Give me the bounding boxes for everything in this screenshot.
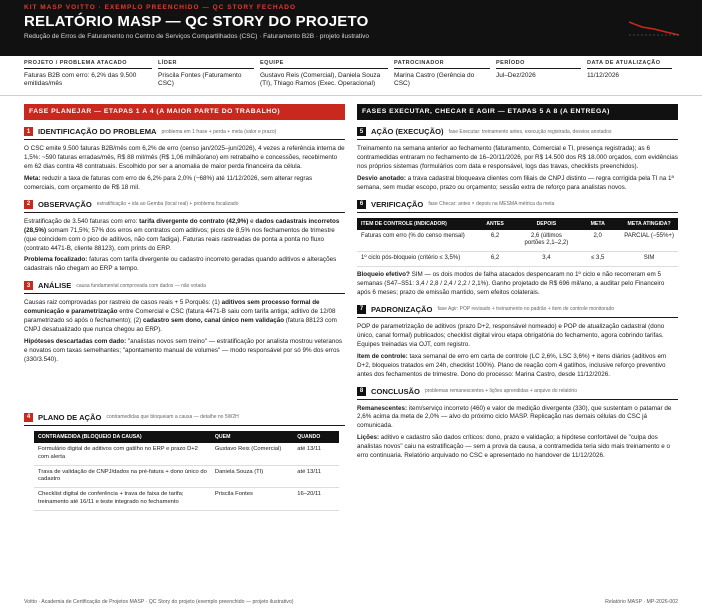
step-number: 6: [357, 200, 366, 209]
report-subtitle: Redução de Erros de Faturamento no Centro de Serviços Compartilhados (CSC) · Faturamento B2B · projeto ilustrativo: [24, 33, 370, 40]
section-identification: [24, 127, 345, 193]
step-number: 5: [357, 127, 366, 136]
section-execution: [357, 127, 678, 193]
section-note: estratificação + ida ao Gemba (local real) + problema focalizado: [96, 201, 239, 208]
meta-leader: LÍDER Priscila Fontes (Faturamento CSC): [158, 56, 260, 95]
meta-period: PERÍODO Jul–Dez/2026: [496, 56, 587, 95]
control-item: Item de controle: taxa semanal de erro em carta de controle (LC 2,6%, LSC 3,6%) + itens diários (aditivos em D+2, bloqueios tratados em 24h, checklist 100%). Plano de reação com 4 gatilhos, inclusive reforço preventivo antes dos fechamentos de trimestre. Dono do processo: Marina Castro, desde 11/12/2026.: [357, 352, 667, 378]
column-header: ANTES: [473, 218, 518, 230]
section-title: PADRONIZAÇÃO: [371, 304, 433, 314]
section-standardization: [357, 305, 678, 380]
section-note: fase Executar: treinamento antes, execução registrada, desvios anotados: [448, 128, 612, 135]
verification-table: [357, 218, 678, 267]
footer-left: Voitto · Academia de Certificação de Projetos MASP · QC Story do projeto (exemplo preenchido — projeto ilustrativo): [24, 599, 294, 605]
effective-block: Bloqueio efetivo? SIM — os dois modos de falha atacados despencaram no 1º ciclo e não recorreram em 5 semanas (S47–S51: 3,4 / 2,8 / 2,4 / 2,2 / 2,1%). Ganho projetado de R$ 696 mil/ano, a auditar pelo Financeiro após 6 meses; prazo de emissão mantido, sem efeitos colaterais.: [357, 271, 665, 296]
section-text: O CSC emite 9.500 faturas B2B/mês com 6,2% de erro (censo jan/2025–jun/2026), 4 vezes a referência interna de 1,5%: ~590 faturas erradas/mês, R$ 88 mil/mês (R$ 1,06 milhão/ano) em retrabalho e concessões, recebimento em 62 dias contra 48 contratuais. Escolhido por ser a anomalia de maior perda financeira da célula.: [24, 145, 345, 170]
lessons-learned: Lições: aditivo e cadastro são dados críticos: dono, prazo e validação; a hipótese confortável de "culpa dos analistas novos" caiu na estratificação — sem a prova da causa, a contramedida teria sido mais treinamento e o erro continuaria. Relatório arquivado no CSC e apresentado no handover de 11/12/2026.: [357, 434, 671, 460]
column-header: META: [575, 218, 620, 230]
phase-plan-bar: FASE PLANEJAR — ETAPAS 1 A 4 (A MAIOR PARTE DO TRABALHO): [24, 104, 345, 120]
report-title: RELATÓRIO MASP — QC STORY DO PROJETO: [24, 13, 369, 30]
section-title: IDENTIFICAÇÃO DO PROBLEMA: [38, 127, 157, 136]
step-number: 3: [24, 281, 33, 290]
section-text: Estratificação de 3.540 faturas com erro: tarifa divergente do contrato (42,9%) e dados cadastrais incorretos (28,5%) somam 71,5%; 57% dos erros em contratos com aditivos; picos de 8,5% nos fechamentos de trimestre (que coincidem com o pico de aditivos, não com fadiga). Faturas reais rastreadas de ponta a ponta no fluxo (contrato 4471-B, cliente 88123), com prints do ERP.: [24, 217, 340, 252]
section-analysis: [24, 281, 345, 365]
column-header: QUANDO: [293, 431, 339, 443]
column-header: META ATINGIDA?: [620, 218, 678, 230]
section-note: fase Checar: antes × depois na MESMA métrica da meta: [428, 201, 555, 208]
section-text: Treinamento na semana anterior ao fechamento (faturamento, Comercial e TI, presença registrada); as 6 contramedidas entraram no fechamento de 16–20/11/2026, por R$ 14.500 dos R$ 18.000 orçados, com evidências nos próprios sistemas (formulários com data e responsável, logs das travas, checklists preenchidos).: [357, 145, 678, 170]
column-header: ITEM DE CONTROLE (INDICADOR): [357, 218, 473, 230]
column-header: DEPOIS: [517, 218, 575, 230]
table-row: Faturas com erro (% do censo mensal) 6,2 2,6 (últimos portões 2,1–2,2) 2,0 PARCIAL (−55%+): [357, 230, 678, 252]
section-text: Causas raiz comprovadas por rastreio de casos reais + 5 Porquês: (1) aditivos sem processo formal de comunicação e parametrização entre Comercial e CSC (fatura 4471-B saiu com tarifa antiga; aditivo de 12/08 parametrizado só após o fechamento); (2) cadastro sem dono, canal único nem validação (fatura 88123 com CNPJ desatualizado que nunca chegou ao ERP).: [24, 299, 337, 334]
trend-down-icon: [628, 20, 680, 38]
section-title: CONCLUSÃO: [371, 386, 420, 396]
execute-phase-column: [357, 104, 678, 511]
section-title: PLANO DE AÇÃO: [38, 412, 102, 422]
phase-execute-bar: FASES EXECUTAR, CHECAR E AGIR — ETAPAS 5 A 8 (A ENTREGA): [357, 104, 678, 120]
section-verification: [357, 200, 678, 298]
section-note: problema em 1 frase + perda + meta (valor e prazo): [161, 128, 277, 135]
column-header: QUEM: [211, 431, 293, 443]
section-action-plan: [24, 413, 345, 511]
focused-problem: Problema focalizado: faturas com tarifa divergente ou cadastro incorreto geradas quando aditivos e alterações cadastrais não chegam ao ERP a tempo.: [24, 256, 337, 273]
step-number: 4: [24, 413, 33, 422]
section-goal: Meta: reduzir a taxa de faturas com erro de 6,2% para 2,0% (−68%) até 11/12/2026, sem alterar regras comerciais, com orçamento de R$ 18 mil.: [24, 174, 313, 191]
meta-update-date: DATA DE ATUALIZAÇÃO 11/12/2026: [587, 56, 678, 95]
section-title: OBSERVAÇÃO: [38, 199, 92, 209]
section-title: AÇÃO (EXECUÇÃO): [371, 127, 444, 136]
discarded-hypotheses: Hipóteses descartadas com dado: "analistas novos sem treino" — estratificação por analista mostrou veteranos e novatos com taxas semelhantes; "apontamento manual de volumes" — modo responsável por só 9% dos erros (330/3.540).: [24, 338, 343, 363]
meta-sponsor: PATROCINADOR Marina Castro (Gerência do CSC): [394, 56, 496, 95]
table-row: Trava de validação de CNPJ/dados na pré-fatura + dono único do cadastro Daniela Souza (TI) até 13/11: [34, 465, 339, 488]
section-observation: [24, 200, 345, 275]
project-meta: [0, 56, 702, 96]
footer-right: Relatório MASP · MP-2026-002: [605, 599, 678, 605]
section-note: causa fundamental comprovada com dados — não votada: [76, 282, 206, 289]
remaining-problems: Remanescentes: item/serviço incorreto (460) e valor de medição divergente (330), que sustentam o patamar de 2,6% acima da meta de 2,0% — alvo do próximo ciclo MASP. Replicação nas demais células do CSC já comunicada.: [357, 404, 672, 430]
page-footer: [24, 599, 678, 605]
step-number: 8: [357, 387, 366, 396]
recorded-deviation: Desvio anotado: a trava cadastral bloqueava clientes com filiais de CNPJ distinto — regra corrigida pela TI na 1ª semana, sem mudar escopo, prazo ou orçamento; sessão extra de reforço para analistas novos.: [357, 174, 674, 191]
table-row: Formulário digital de aditivos com gatilho no ERP e prazo D+2 com alerta Gustavo Reis (Comercial) até 13/11: [34, 443, 339, 465]
action-plan-table: [34, 431, 339, 511]
section-note: contramedidas que bloqueiam a causa — detalhe no 5W2H: [106, 414, 239, 421]
meta-team: EQUIPE Gustavo Reis (Comercial), Daniela Souza (TI), Thiago Ramos (Exec. Operacional): [260, 56, 394, 95]
section-title: ANÁLISE: [38, 281, 72, 291]
table-row: 1º ciclo pós-bloqueio (critério ≤ 3,5%) 6,2 3,4 ≤ 3,5 SIM: [357, 252, 678, 267]
step-number: 7: [357, 305, 366, 314]
step-number: 1: [24, 127, 33, 136]
column-header: CONTRAMEDIDA (BLOQUEIO DA CAUSA): [34, 431, 211, 443]
plan-phase-column: [24, 104, 345, 511]
meta-project: PROJETO / PROBLEMA ATACADO Faturas B2B com erro: 6,2% das 9.500 emitidas/mês: [24, 56, 158, 95]
section-title: VERIFICAÇÃO: [371, 199, 424, 209]
report-header: [0, 0, 702, 56]
table-row: Checklist digital de conferência + trava de faixa de tarifa; treinamento até 16/11 e teste integrado no fechamento Priscila Fontes 16–20/11: [34, 488, 339, 511]
section-note: fase Agir: POP revisado + treinamento no padrão + item de controle monitorado: [437, 306, 615, 313]
section-text: POP de parametrização de aditivos (prazo D+2, responsável nomeado) e POP de atualização cadastral (dono único, canal formal) publicados; checklist digital virou etapa obrigatória do fechamento, agora cobrindo tarifas. Equipes treinadas via OJT, com registro.: [357, 322, 665, 348]
section-note: problemas remanescentes + lições aprendidas + arquivo do relatório: [424, 388, 577, 395]
header-kicker: KIT MASP VOITTO · EXEMPLO PREENCHIDO — QC STORY FECHADO: [24, 4, 297, 11]
section-conclusion: [357, 387, 678, 462]
step-number: 2: [24, 200, 33, 209]
